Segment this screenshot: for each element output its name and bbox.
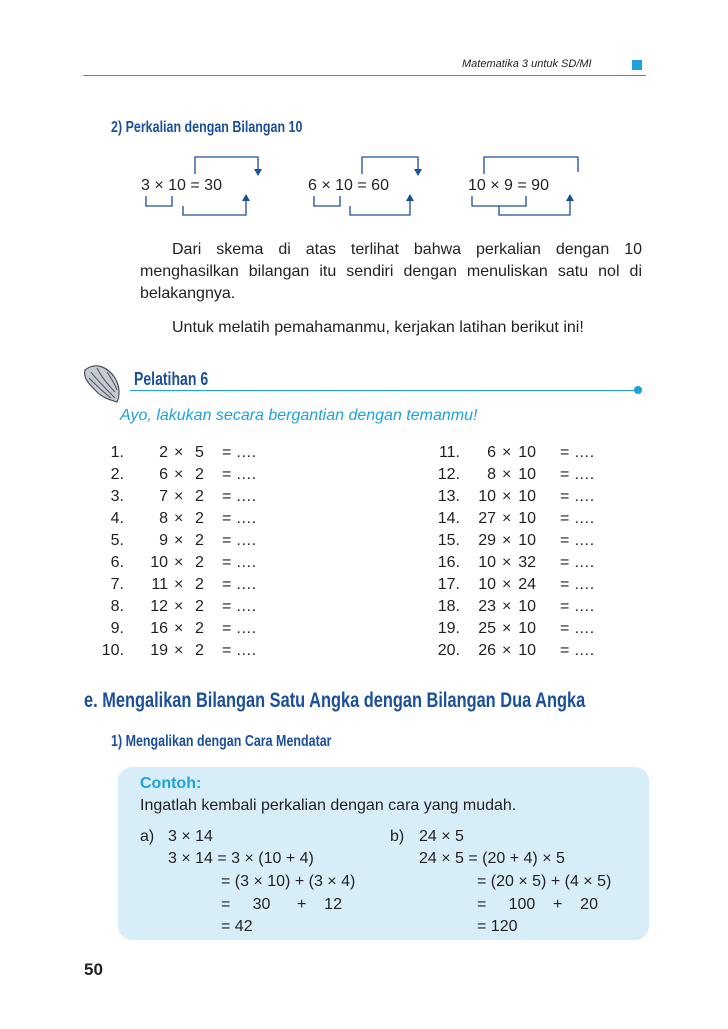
example-a-line: 3 × 14 = 3 × (10 + 4) [168, 850, 314, 867]
item-operand-a: 27 [478, 510, 496, 527]
page-number: 50 [84, 960, 103, 979]
item-answer-blank: = …. [222, 576, 257, 593]
item-operand-a: 12 [150, 598, 168, 615]
item-answer-blank: = …. [560, 554, 595, 571]
item-number: 8. [110, 598, 124, 615]
item-number: 9. [110, 620, 124, 637]
schema3-up-arrow [566, 194, 574, 201]
example-label: Contoh: [140, 775, 202, 792]
schema1-bottom-bracket [146, 196, 172, 206]
shell-icon [77, 354, 127, 406]
item-operand-b: 2 [195, 620, 204, 637]
item-operand-a: 2 [159, 444, 168, 461]
times-sign: × [174, 642, 184, 659]
running-header: Matematika 3 untuk SD/MI [462, 58, 592, 70]
item-operand-a: 6 [487, 444, 496, 461]
schema1-bottom-arrow-line [183, 200, 246, 215]
item-operand-a: 10 [150, 554, 168, 571]
item-number: 6. [110, 554, 124, 571]
example-intro: Ingatlah kembali perkalian dengan cara yang mudah. [140, 797, 517, 814]
list-item [364, 466, 664, 488]
item-operand-a: 8 [159, 510, 168, 527]
schema2-bottom-bracket [314, 196, 340, 206]
item-number: 3. [110, 488, 124, 505]
times-sign: × [174, 576, 184, 593]
example-a-line: = 30 + 12 [221, 896, 342, 913]
item-operand-a: 29 [478, 532, 496, 549]
item-answer-blank: = …. [560, 444, 595, 461]
item-operand-b: 10 [518, 532, 536, 549]
multiplication-schema-diagram [0, 0, 728, 240]
example-b-line: = 120 [477, 918, 518, 935]
item-operand-b: 2 [195, 554, 204, 571]
item-number: 18. [437, 598, 460, 615]
list-item [364, 554, 664, 576]
schema2-top-bracket [362, 157, 418, 174]
item-number: 12. [437, 466, 460, 483]
list-item [0, 576, 364, 598]
item-answer-blank: = …. [560, 532, 595, 549]
example-a-line: = 42 [221, 918, 253, 935]
times-sign: × [174, 598, 184, 615]
example-a-line: 3 × 14 [168, 828, 213, 845]
item-answer-blank: = …. [560, 488, 595, 505]
list-item [0, 532, 364, 554]
list-item [364, 510, 664, 532]
item-operand-b: 5 [195, 444, 204, 461]
item-answer-blank: = …. [560, 510, 595, 527]
item-number: 5. [110, 532, 124, 549]
item-operand-a: 25 [478, 620, 496, 637]
item-operand-b: 2 [195, 598, 204, 615]
item-operand-b: 10 [518, 444, 536, 461]
item-answer-blank: = …. [222, 642, 257, 659]
example-a-label: a) [140, 828, 155, 845]
item-operand-a: 19 [150, 642, 168, 659]
schema3-top-bracket [484, 157, 578, 174]
explanation-paragraph-line-2: menghasilkan bilangan itu sendiri dengan menuliskan satu nol di [140, 263, 642, 280]
item-operand-b: 2 [195, 642, 204, 659]
item-number: 14. [437, 510, 460, 527]
times-sign: × [502, 576, 512, 593]
item-answer-blank: = …. [222, 510, 257, 527]
explanation-paragraph-line-1: Dari skema di atas terlihat bahwa perkalian dengan 10 [172, 241, 642, 258]
item-operand-a: 11 [151, 576, 168, 593]
section-e-heading: e. Mengalikan Bilangan Satu Angka dengan Bilangan Dua Angka [84, 689, 586, 712]
item-answer-blank: = …. [222, 532, 257, 549]
example-b-line: 24 × 5 = (20 + 4) × 5 [419, 850, 565, 867]
item-operand-a: 8 [487, 466, 496, 483]
list-item [364, 642, 664, 664]
item-answer-blank: = …. [560, 466, 595, 483]
item-answer-blank: = …. [222, 554, 257, 571]
item-operand-b: 10 [518, 510, 536, 527]
item-number: 19. [437, 620, 460, 637]
times-sign: × [174, 466, 184, 483]
item-operand-b: 2 [195, 488, 204, 505]
item-operand-a: 10 [478, 576, 496, 593]
list-item [364, 576, 664, 598]
item-operand-b: 2 [195, 576, 204, 593]
list-item [0, 510, 364, 532]
item-answer-blank: = …. [222, 488, 257, 505]
item-answer-blank: = …. [560, 598, 595, 615]
item-answer-blank: = …. [222, 444, 257, 461]
list-item [364, 532, 664, 554]
item-number: 13. [437, 488, 460, 505]
schema3-bottom-arrow-line [499, 200, 570, 215]
schema3-bottom-bracket [472, 196, 526, 206]
exercise-list-right [364, 444, 664, 674]
item-number: 20. [437, 642, 460, 659]
item-operand-a: 6 [159, 466, 168, 483]
times-sign: × [502, 532, 512, 549]
pelatihan-rule [130, 390, 637, 391]
item-number: 16. [437, 554, 460, 571]
times-sign: × [174, 444, 184, 461]
item-operand-a: 26 [478, 642, 496, 659]
item-operand-b: 10 [518, 642, 536, 659]
schema2-down-arrow [414, 169, 422, 176]
schema1-down-arrow [254, 169, 262, 176]
times-sign: × [174, 510, 184, 527]
schema2-equation: 6 × 10 = 60 [308, 177, 389, 194]
item-operand-a: 10 [478, 488, 496, 505]
pelatihan-rule-dot [634, 386, 642, 394]
item-number: 11. [438, 444, 460, 461]
times-sign: × [502, 598, 512, 615]
section-2-heading: 2) Perkalian dengan Bilangan 10 [111, 119, 303, 136]
times-sign: × [502, 554, 512, 571]
example-b-label: b) [390, 828, 405, 845]
times-sign: × [502, 642, 512, 659]
item-answer-blank: = …. [560, 642, 595, 659]
schema3-equation: 10 × 9 = 90 [468, 177, 549, 194]
list-item [364, 620, 664, 642]
schema1-up-arrow [242, 194, 250, 201]
times-sign: × [502, 620, 512, 637]
list-item [0, 554, 364, 576]
item-answer-blank: = …. [222, 466, 257, 483]
schema1-top-bracket [195, 157, 258, 174]
item-operand-a: 10 [478, 554, 496, 571]
item-number: 4. [110, 510, 124, 527]
schema2-up-arrow [406, 194, 414, 201]
item-number: 2. [110, 466, 124, 483]
item-number: 10. [101, 642, 124, 659]
list-item [0, 642, 364, 664]
item-operand-b: 10 [518, 488, 536, 505]
explanation-paragraph-line-3: belakangnya. [140, 285, 236, 302]
times-sign: × [502, 510, 512, 527]
item-operand-b: 24 [518, 576, 536, 593]
list-item [364, 598, 664, 620]
item-answer-blank: = …. [222, 620, 257, 637]
list-item [0, 488, 364, 510]
item-operand-a: 7 [159, 488, 168, 505]
times-sign: × [174, 554, 184, 571]
item-operand-b: 10 [518, 620, 536, 637]
schema2-bottom-arrow-line [350, 200, 410, 215]
item-answer-blank: = …. [560, 620, 595, 637]
item-operand-b: 32 [518, 554, 536, 571]
list-item [0, 620, 364, 642]
pelatihan-instruction: Ayo, lakukan secara bergantian dengan temanmu! [120, 407, 478, 424]
times-sign: × [174, 532, 184, 549]
times-sign: × [502, 444, 512, 461]
item-operand-a: 16 [150, 620, 168, 637]
item-operand-b: 10 [518, 466, 536, 483]
item-operand-b: 2 [195, 466, 204, 483]
schema1-equation: 3 × 10 = 30 [141, 177, 222, 194]
item-operand-b: 2 [195, 510, 204, 527]
list-item [0, 598, 364, 620]
example-b-line: = 100 + 20 [477, 896, 598, 913]
practice-instruction: Untuk melatih pemahamanmu, kerjakan latihan berikut ini! [172, 319, 584, 336]
example-b-line: = (20 × 5) + (4 × 5) [477, 873, 612, 890]
item-operand-b: 2 [195, 532, 204, 549]
exercise-list-left [0, 444, 364, 674]
example-a-line: = (3 × 10) + (3 × 4) [221, 873, 356, 890]
pelatihan-title: Pelatihan 6 [134, 369, 209, 389]
times-sign: × [502, 466, 512, 483]
section-e-sub-heading: 1) Mengalikan dengan Cara Mendatar [111, 733, 332, 750]
item-number: 17. [437, 576, 460, 593]
times-sign: × [174, 488, 184, 505]
times-sign: × [502, 488, 512, 505]
item-answer-blank: = …. [222, 598, 257, 615]
list-item [0, 444, 364, 466]
item-operand-a: 23 [478, 598, 496, 615]
example-b-line: 24 × 5 [419, 828, 464, 845]
times-sign: × [174, 620, 184, 637]
item-operand-a: 9 [159, 532, 168, 549]
list-item [364, 444, 664, 466]
item-operand-b: 10 [518, 598, 536, 615]
list-item [364, 488, 664, 510]
item-number: 15. [437, 532, 460, 549]
list-item [0, 466, 364, 488]
item-number: 1. [110, 444, 124, 461]
item-answer-blank: = …. [560, 576, 595, 593]
item-number: 7. [110, 576, 124, 593]
